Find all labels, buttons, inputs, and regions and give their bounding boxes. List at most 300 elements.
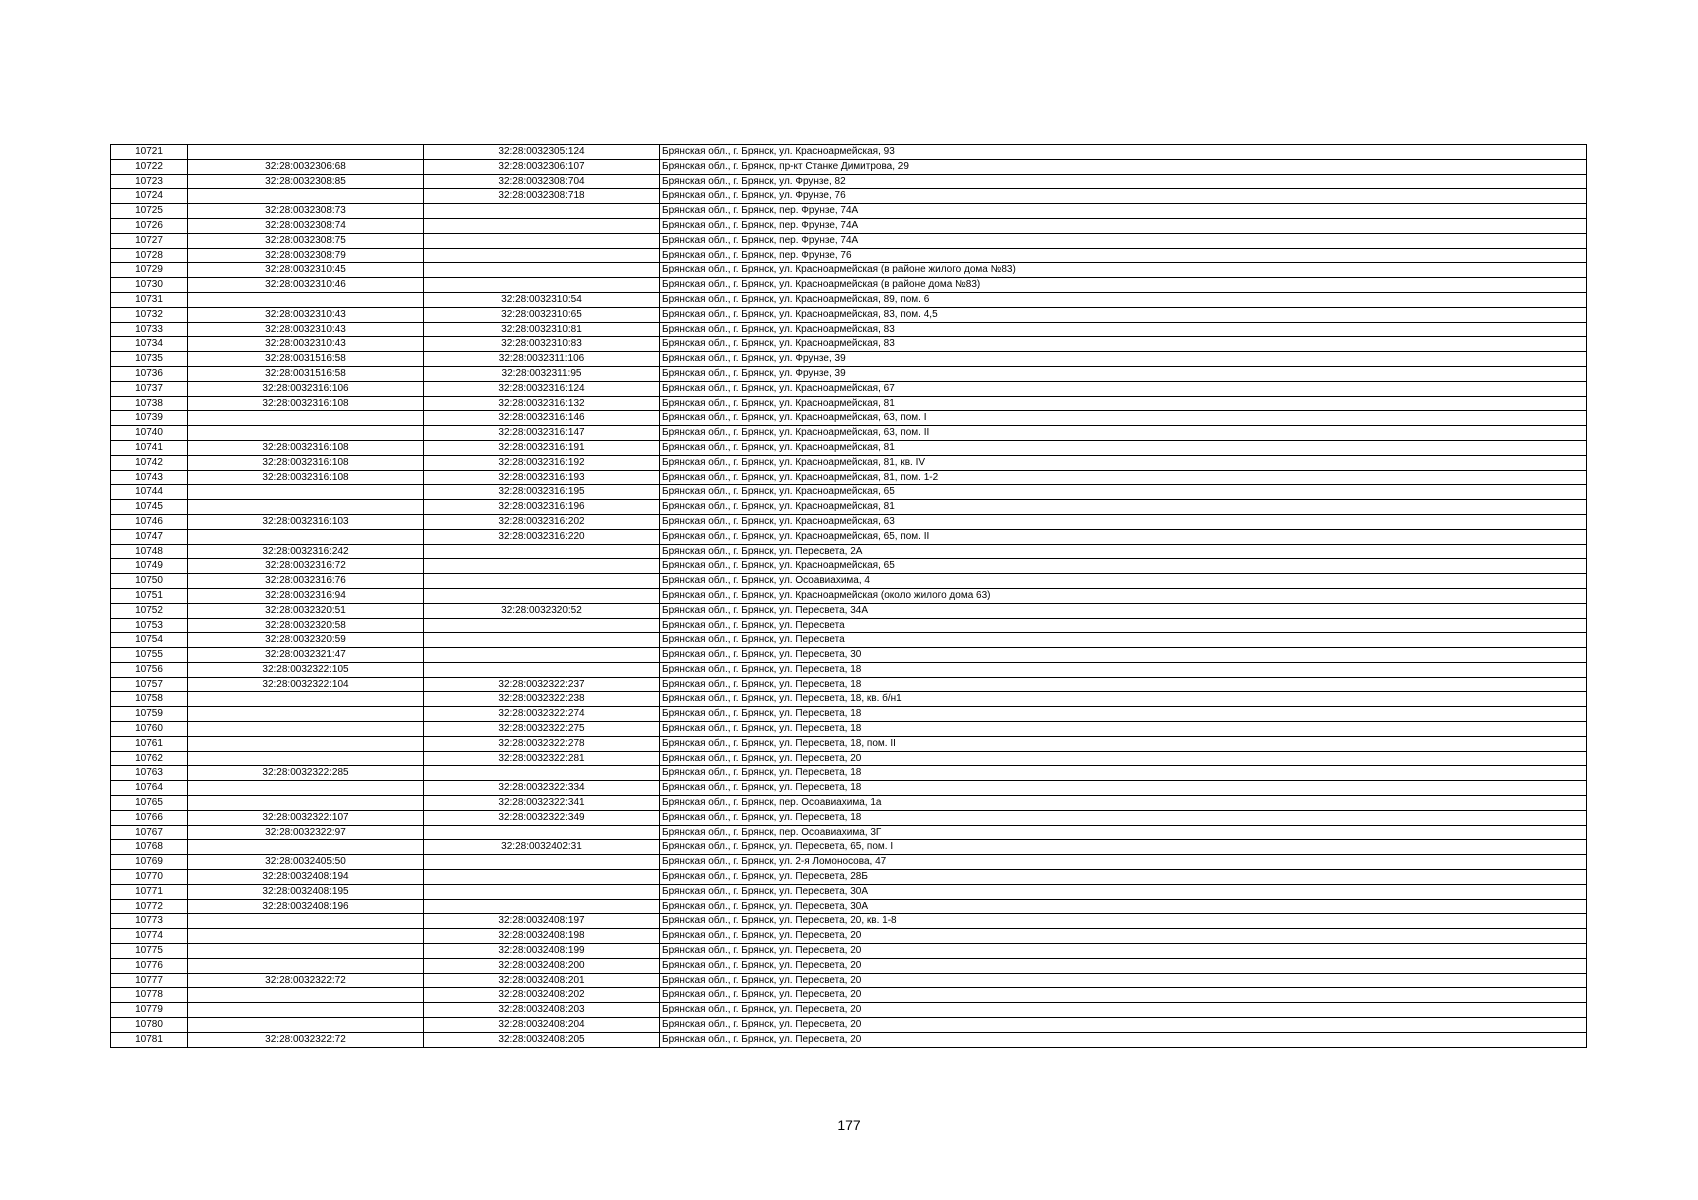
row-number: 10768 — [111, 840, 188, 855]
address: Брянская обл., г. Брянск, ул. Пересвета, 20 — [660, 944, 1587, 959]
row-number: 10736 — [111, 366, 188, 381]
building-cadastral-number: 32:28:0032316:196 — [424, 500, 660, 515]
table-row — [111, 855, 1587, 870]
address: Брянская обл., г. Брянск, ул. Пересвета, 20 — [660, 1003, 1587, 1018]
row-number: 10759 — [111, 707, 188, 722]
building-cadastral-number — [424, 544, 660, 559]
table-row — [111, 944, 1587, 959]
building-cadastral-number: 32:28:0032408:197 — [424, 914, 660, 929]
row-number: 10729 — [111, 263, 188, 278]
row-number: 10739 — [111, 411, 188, 426]
row-number: 10727 — [111, 233, 188, 248]
building-cadastral-number: 32:28:0032306:107 — [424, 159, 660, 174]
address: Брянская обл., г. Брянск, ул. Пересвета, 18 — [660, 810, 1587, 825]
land-cadastral-number: 32:28:0031516:58 — [188, 366, 424, 381]
address: Брянская обл., г. Брянск, ул. Пересвета, 18 — [660, 722, 1587, 737]
row-number: 10765 — [111, 796, 188, 811]
table-row — [111, 204, 1587, 219]
row-number: 10769 — [111, 855, 188, 870]
building-cadastral-number: 32:28:0032316:202 — [424, 514, 660, 529]
table-row — [111, 810, 1587, 825]
table-row — [111, 574, 1587, 589]
address: Брянская обл., г. Брянск, ул. Пересвета, 18, пом. II — [660, 736, 1587, 751]
row-number: 10767 — [111, 825, 188, 840]
land-cadastral-number — [188, 1018, 424, 1033]
table-row — [111, 218, 1587, 233]
table-row — [111, 618, 1587, 633]
table-row — [111, 603, 1587, 618]
row-number: 10742 — [111, 455, 188, 470]
table-row — [111, 337, 1587, 352]
row-number: 10746 — [111, 514, 188, 529]
table-row — [111, 233, 1587, 248]
address: Брянская обл., г. Брянск, ул. Пересвета, 20 — [660, 973, 1587, 988]
building-cadastral-number — [424, 204, 660, 219]
address: Брянская обл., г. Брянск, ул. Красноармейская, 63, пом. I — [660, 411, 1587, 426]
table-row — [111, 500, 1587, 515]
building-cadastral-number: 32:28:0032316:191 — [424, 440, 660, 455]
table-row — [111, 411, 1587, 426]
land-cadastral-number: 32:28:0032310:43 — [188, 307, 424, 322]
table-row — [111, 840, 1587, 855]
page-number: 177 — [837, 1117, 861, 1133]
property-register-table — [110, 144, 1587, 1048]
land-cadastral-number — [188, 529, 424, 544]
row-number: 10779 — [111, 1003, 188, 1018]
land-cadastral-number: 32:28:0032308:85 — [188, 174, 424, 189]
address: Брянская обл., г. Брянск, ул. Фрунзе, 39 — [660, 366, 1587, 381]
address: Брянская обл., г. Брянск, ул. Красноармейская, 63 — [660, 514, 1587, 529]
land-cadastral-number: 32:28:0032310:45 — [188, 263, 424, 278]
address: Брянская обл., г. Брянск, пер. Осоавиахима, 3Г — [660, 825, 1587, 840]
table-row — [111, 292, 1587, 307]
building-cadastral-number — [424, 870, 660, 885]
building-cadastral-number — [424, 263, 660, 278]
table-row — [111, 189, 1587, 204]
building-cadastral-number: 32:28:0032310:83 — [424, 337, 660, 352]
row-number: 10771 — [111, 884, 188, 899]
land-cadastral-number: 32:28:0032310:43 — [188, 337, 424, 352]
table-row — [111, 766, 1587, 781]
address: Брянская обл., г. Брянск, ул. Красноармейская, 81, пом. 1-2 — [660, 470, 1587, 485]
building-cadastral-number: 32:28:0032408:200 — [424, 958, 660, 973]
table-row — [111, 514, 1587, 529]
building-cadastral-number: 32:28:0032322:278 — [424, 736, 660, 751]
row-number: 10773 — [111, 914, 188, 929]
table-row — [111, 248, 1587, 263]
table-row — [111, 470, 1587, 485]
building-cadastral-number: 32:28:0032402:31 — [424, 840, 660, 855]
building-cadastral-number: 32:28:0032322:341 — [424, 796, 660, 811]
row-number: 10735 — [111, 352, 188, 367]
address: Брянская обл., г. Брянск, ул. Красноармейская, 81 — [660, 500, 1587, 515]
row-number: 10747 — [111, 529, 188, 544]
row-number: 10770 — [111, 870, 188, 885]
table-row — [111, 662, 1587, 677]
table-row — [111, 973, 1587, 988]
row-number: 10776 — [111, 958, 188, 973]
land-cadastral-number: 32:28:0032321:47 — [188, 648, 424, 663]
row-number: 10726 — [111, 218, 188, 233]
land-cadastral-number: 32:28:0032316:108 — [188, 396, 424, 411]
address: Брянская обл., г. Брянск, ул. Осоавиахима, 4 — [660, 574, 1587, 589]
address: Брянская обл., г. Брянск, ул. Пересвета, 20 — [660, 1032, 1587, 1047]
row-number: 10744 — [111, 485, 188, 500]
row-number: 10724 — [111, 189, 188, 204]
building-cadastral-number: 32:28:0032408:202 — [424, 988, 660, 1003]
table-row — [111, 1032, 1587, 1047]
table-row — [111, 381, 1587, 396]
building-cadastral-number: 32:28:0032322:238 — [424, 692, 660, 707]
address: Брянская обл., г. Брянск, ул. Пересвета, 65, пом. I — [660, 840, 1587, 855]
land-cadastral-number — [188, 796, 424, 811]
row-number: 10743 — [111, 470, 188, 485]
building-cadastral-number — [424, 855, 660, 870]
address: Брянская обл., г. Брянск, ул. Красноармейская (в районе дома №83) — [660, 278, 1587, 293]
address: Брянская обл., г. Брянск, ул. Красноармейская, 89, пом. 6 — [660, 292, 1587, 307]
address: Брянская обл., г. Брянск, ул. Пересвета, 20 — [660, 988, 1587, 1003]
row-number: 10725 — [111, 204, 188, 219]
row-number: 10734 — [111, 337, 188, 352]
building-cadastral-number: 32:28:0032408:205 — [424, 1032, 660, 1047]
land-cadastral-number — [188, 189, 424, 204]
table-row — [111, 544, 1587, 559]
building-cadastral-number: 32:28:0032322:237 — [424, 677, 660, 692]
table-row — [111, 396, 1587, 411]
address: Брянская обл., г. Брянск, ул. Красноармейская, 81, кв. IV — [660, 455, 1587, 470]
address: Брянская обл., г. Брянск, пер. Фрунзе, 74А — [660, 233, 1587, 248]
building-cadastral-number: 32:28:0032322:281 — [424, 751, 660, 766]
address: Брянская обл., г. Брянск, ул. Пересвета, 18, кв. б/н1 — [660, 692, 1587, 707]
table-row — [111, 1003, 1587, 1018]
building-cadastral-number — [424, 633, 660, 648]
land-cadastral-number — [188, 707, 424, 722]
building-cadastral-number: 32:28:0032310:54 — [424, 292, 660, 307]
table-row — [111, 648, 1587, 663]
table-row — [111, 633, 1587, 648]
land-cadastral-number: 32:28:0031516:58 — [188, 352, 424, 367]
table-row — [111, 751, 1587, 766]
row-number: 10751 — [111, 588, 188, 603]
land-cadastral-number: 32:28:0032405:50 — [188, 855, 424, 870]
land-cadastral-number — [188, 751, 424, 766]
row-number: 10761 — [111, 736, 188, 751]
row-number: 10730 — [111, 278, 188, 293]
address: Брянская обл., г. Брянск, пер. Фрунзе, 74А — [660, 218, 1587, 233]
address: Брянская обл., г. Брянск, ул. Красноармейская, 67 — [660, 381, 1587, 396]
row-number: 10764 — [111, 781, 188, 796]
table-row — [111, 278, 1587, 293]
address: Брянская обл., г. Брянск, ул. Пересвета, 18 — [660, 707, 1587, 722]
building-cadastral-number: 32:28:0032305:124 — [424, 145, 660, 160]
table-row — [111, 145, 1587, 160]
land-cadastral-number: 32:28:0032316:108 — [188, 470, 424, 485]
building-cadastral-number: 32:28:0032408:204 — [424, 1018, 660, 1033]
building-cadastral-number: 32:28:0032316:192 — [424, 455, 660, 470]
table-row — [111, 440, 1587, 455]
row-number: 10752 — [111, 603, 188, 618]
table-row — [111, 707, 1587, 722]
building-cadastral-number: 32:28:0032316:147 — [424, 426, 660, 441]
table-row — [111, 366, 1587, 381]
address: Брянская обл., г. Брянск, ул. Пересвета, 20 — [660, 1018, 1587, 1033]
row-number: 10758 — [111, 692, 188, 707]
land-cadastral-number: 32:28:0032316:76 — [188, 574, 424, 589]
address: Брянская обл., г. Брянск, ул. Пересвета, 2А — [660, 544, 1587, 559]
building-cadastral-number — [424, 559, 660, 574]
row-number: 10737 — [111, 381, 188, 396]
building-cadastral-number — [424, 278, 660, 293]
table-row — [111, 884, 1587, 899]
building-cadastral-number — [424, 588, 660, 603]
row-number: 10754 — [111, 633, 188, 648]
land-cadastral-number: 32:28:0032316:108 — [188, 440, 424, 455]
address: Брянская обл., г. Брянск, ул. Пересвета, 20, кв. 1-8 — [660, 914, 1587, 929]
row-number: 10731 — [111, 292, 188, 307]
row-number: 10745 — [111, 500, 188, 515]
building-cadastral-number — [424, 248, 660, 263]
building-cadastral-number: 32:28:0032311:95 — [424, 366, 660, 381]
table-row — [111, 677, 1587, 692]
building-cadastral-number — [424, 662, 660, 677]
address: Брянская обл., г. Брянск, ул. 2-я Ломоносова, 47 — [660, 855, 1587, 870]
row-number: 10738 — [111, 396, 188, 411]
address: Брянская обл., г. Брянск, ул. Пересвета, 30А — [660, 899, 1587, 914]
address: Брянская обл., г. Брянск, пер. Фрунзе, 74А — [660, 204, 1587, 219]
row-number: 10777 — [111, 973, 188, 988]
table-row — [111, 455, 1587, 470]
building-cadastral-number: 32:28:0032310:81 — [424, 322, 660, 337]
land-cadastral-number — [188, 736, 424, 751]
land-cadastral-number: 32:28:0032310:46 — [188, 278, 424, 293]
address: Брянская обл., г. Брянск, ул. Пересвета, 30А — [660, 884, 1587, 899]
table-row — [111, 825, 1587, 840]
building-cadastral-number: 32:28:0032408:199 — [424, 944, 660, 959]
address: Брянская обл., г. Брянск, ул. Пересвета, 28Б — [660, 870, 1587, 885]
table-row — [111, 263, 1587, 278]
address: Брянская обл., г. Брянск, ул. Пересвета — [660, 633, 1587, 648]
address: Брянская обл., г. Брянск, ул. Красноармейская, 83 — [660, 337, 1587, 352]
land-cadastral-number: 32:28:0032308:79 — [188, 248, 424, 263]
address: Брянская обл., г. Брянск, ул. Пересвета, 20 — [660, 958, 1587, 973]
row-number: 10780 — [111, 1018, 188, 1033]
row-number: 10766 — [111, 810, 188, 825]
row-number: 10750 — [111, 574, 188, 589]
building-cadastral-number: 32:28:0032308:718 — [424, 189, 660, 204]
land-cadastral-number: 32:28:0032408:196 — [188, 899, 424, 914]
row-number: 10778 — [111, 988, 188, 1003]
land-cadastral-number: 32:28:0032316:106 — [188, 381, 424, 396]
row-number: 10748 — [111, 544, 188, 559]
land-cadastral-number: 32:28:0032316:94 — [188, 588, 424, 603]
address: Брянская обл., г. Брянск, ул. Пересвета, 30 — [660, 648, 1587, 663]
row-number: 10757 — [111, 677, 188, 692]
address: Брянская обл., г. Брянск, ул. Красноармейская, 83, пом. 4,5 — [660, 307, 1587, 322]
building-cadastral-number — [424, 618, 660, 633]
table-row — [111, 796, 1587, 811]
building-cadastral-number: 32:28:0032322:275 — [424, 722, 660, 737]
building-cadastral-number: 32:28:0032316:124 — [424, 381, 660, 396]
row-number: 10733 — [111, 322, 188, 337]
building-cadastral-number: 32:28:0032322:349 — [424, 810, 660, 825]
land-cadastral-number: 32:28:0032408:194 — [188, 870, 424, 885]
land-cadastral-number: 32:28:0032308:74 — [188, 218, 424, 233]
table-row — [111, 559, 1587, 574]
table-row — [111, 736, 1587, 751]
building-cadastral-number: 32:28:0032316:195 — [424, 485, 660, 500]
address: Брянская обл., г. Брянск, ул. Красноармейская, 83 — [660, 322, 1587, 337]
land-cadastral-number — [188, 840, 424, 855]
land-cadastral-number — [188, 929, 424, 944]
land-cadastral-number — [188, 485, 424, 500]
building-cadastral-number: 32:28:0032408:201 — [424, 973, 660, 988]
address: Брянская обл., г. Брянск, ул. Красноармейская, 81 — [660, 396, 1587, 411]
table-row — [111, 426, 1587, 441]
land-cadastral-number: 32:28:0032316:103 — [188, 514, 424, 529]
table-row — [111, 870, 1587, 885]
table-row — [111, 322, 1587, 337]
land-cadastral-number: 32:28:0032316:242 — [188, 544, 424, 559]
land-cadastral-number — [188, 426, 424, 441]
land-cadastral-number — [188, 914, 424, 929]
building-cadastral-number — [424, 825, 660, 840]
address: Брянская обл., г. Брянск, ул. Пересвета, 18 — [660, 781, 1587, 796]
land-cadastral-number — [188, 988, 424, 1003]
table-row — [111, 958, 1587, 973]
land-cadastral-number — [188, 292, 424, 307]
register-body — [111, 145, 1587, 1048]
land-cadastral-number: 32:28:0032310:43 — [188, 322, 424, 337]
land-cadastral-number: 32:28:0032316:72 — [188, 559, 424, 574]
address: Брянская обл., г. Брянск, ул. Фрунзе, 76 — [660, 189, 1587, 204]
land-cadastral-number: 32:28:0032408:195 — [188, 884, 424, 899]
address: Брянская обл., г. Брянск, ул. Пересвета, 20 — [660, 929, 1587, 944]
table-row — [111, 307, 1587, 322]
land-cadastral-number: 32:28:0032316:108 — [188, 455, 424, 470]
table-row — [111, 899, 1587, 914]
address: Брянская обл., г. Брянск, ул. Красноармейская, 93 — [660, 145, 1587, 160]
row-number: 10753 — [111, 618, 188, 633]
row-number: 10722 — [111, 159, 188, 174]
table-row — [111, 914, 1587, 929]
land-cadastral-number: 32:28:0032322:285 — [188, 766, 424, 781]
land-cadastral-number: 32:28:0032320:59 — [188, 633, 424, 648]
building-cadastral-number: 32:28:0032408:198 — [424, 929, 660, 944]
land-cadastral-number — [188, 411, 424, 426]
building-cadastral-number — [424, 884, 660, 899]
building-cadastral-number — [424, 648, 660, 663]
building-cadastral-number — [424, 233, 660, 248]
address: Брянская обл., г. Брянск, ул. Пересвета — [660, 618, 1587, 633]
building-cadastral-number: 32:28:0032320:52 — [424, 603, 660, 618]
land-cadastral-number: 32:28:0032322:107 — [188, 810, 424, 825]
table-row — [111, 781, 1587, 796]
land-cadastral-number: 32:28:0032322:104 — [188, 677, 424, 692]
land-cadastral-number — [188, 958, 424, 973]
table-row — [111, 929, 1587, 944]
land-cadastral-number — [188, 500, 424, 515]
land-cadastral-number: 32:28:0032322:97 — [188, 825, 424, 840]
land-cadastral-number: 32:28:0032322:72 — [188, 973, 424, 988]
row-number: 10749 — [111, 559, 188, 574]
address: Брянская обл., г. Брянск, ул. Пересвета, 34А — [660, 603, 1587, 618]
building-cadastral-number — [424, 899, 660, 914]
address: Брянская обл., г. Брянск, пр-кт Станке Димитрова, 29 — [660, 159, 1587, 174]
row-number: 10740 — [111, 426, 188, 441]
land-cadastral-number — [188, 145, 424, 160]
building-cadastral-number: 32:28:0032316:132 — [424, 396, 660, 411]
building-cadastral-number: 32:28:0032322:334 — [424, 781, 660, 796]
building-cadastral-number — [424, 218, 660, 233]
table-row — [111, 988, 1587, 1003]
building-cadastral-number — [424, 766, 660, 781]
address: Брянская обл., г. Брянск, пер. Фрунзе, 76 — [660, 248, 1587, 263]
address: Брянская обл., г. Брянск, ул. Красноармейская (в районе жилого дома №83) — [660, 263, 1587, 278]
table-row — [111, 722, 1587, 737]
row-number: 10723 — [111, 174, 188, 189]
building-cadastral-number: 32:28:0032310:65 — [424, 307, 660, 322]
address: Брянская обл., г. Брянск, ул. Фрунзе, 82 — [660, 174, 1587, 189]
building-cadastral-number: 32:28:0032408:203 — [424, 1003, 660, 1018]
building-cadastral-number: 32:28:0032316:220 — [424, 529, 660, 544]
row-number: 10775 — [111, 944, 188, 959]
address: Брянская обл., г. Брянск, ул. Красноармейская, 65 — [660, 485, 1587, 500]
address: Брянская обл., г. Брянск, ул. Пересвета, 20 — [660, 751, 1587, 766]
land-cadastral-number — [188, 692, 424, 707]
row-number: 10762 — [111, 751, 188, 766]
row-number: 10728 — [111, 248, 188, 263]
address: Брянская обл., г. Брянск, ул. Пересвета, 18 — [660, 677, 1587, 692]
table-row — [111, 529, 1587, 544]
land-cadastral-number: 32:28:0032322:72 — [188, 1032, 424, 1047]
address: Брянская обл., г. Брянск, ул. Пересвета, 18 — [660, 662, 1587, 677]
table-row — [111, 352, 1587, 367]
land-cadastral-number: 32:28:0032308:73 — [188, 204, 424, 219]
table-row — [111, 159, 1587, 174]
land-cadastral-number: 32:28:0032306:68 — [188, 159, 424, 174]
address: Брянская обл., г. Брянск, ул. Красноармейская, 63, пом. II — [660, 426, 1587, 441]
address: Брянская обл., г. Брянск, ул. Красноармейская (около жилого дома 63) — [660, 588, 1587, 603]
land-cadastral-number: 32:28:0032320:51 — [188, 603, 424, 618]
building-cadastral-number — [424, 574, 660, 589]
table-row — [111, 588, 1587, 603]
building-cadastral-number: 32:28:0032311:106 — [424, 352, 660, 367]
address: Брянская обл., г. Брянск, пер. Осоавиахима, 1а — [660, 796, 1587, 811]
row-number: 10755 — [111, 648, 188, 663]
row-number: 10741 — [111, 440, 188, 455]
row-number: 10774 — [111, 929, 188, 944]
row-number: 10721 — [111, 145, 188, 160]
row-number: 10732 — [111, 307, 188, 322]
row-number: 10772 — [111, 899, 188, 914]
address: Брянская обл., г. Брянск, ул. Фрунзе, 39 — [660, 352, 1587, 367]
land-cadastral-number — [188, 722, 424, 737]
land-cadastral-number: 32:28:0032320:58 — [188, 618, 424, 633]
table-row — [111, 692, 1587, 707]
land-cadastral-number — [188, 1003, 424, 1018]
row-number: 10763 — [111, 766, 188, 781]
table-row — [111, 485, 1587, 500]
row-number: 10756 — [111, 662, 188, 677]
address: Брянская обл., г. Брянск, ул. Красноармейская, 81 — [660, 440, 1587, 455]
row-number: 10760 — [111, 722, 188, 737]
building-cadastral-number: 32:28:0032316:193 — [424, 470, 660, 485]
land-cadastral-number — [188, 944, 424, 959]
address: Брянская обл., г. Брянск, ул. Красноармейская, 65, пом. II — [660, 529, 1587, 544]
row-number: 10781 — [111, 1032, 188, 1047]
address: Брянская обл., г. Брянск, ул. Красноармейская, 65 — [660, 559, 1587, 574]
land-cadastral-number: 32:28:0032308:75 — [188, 233, 424, 248]
